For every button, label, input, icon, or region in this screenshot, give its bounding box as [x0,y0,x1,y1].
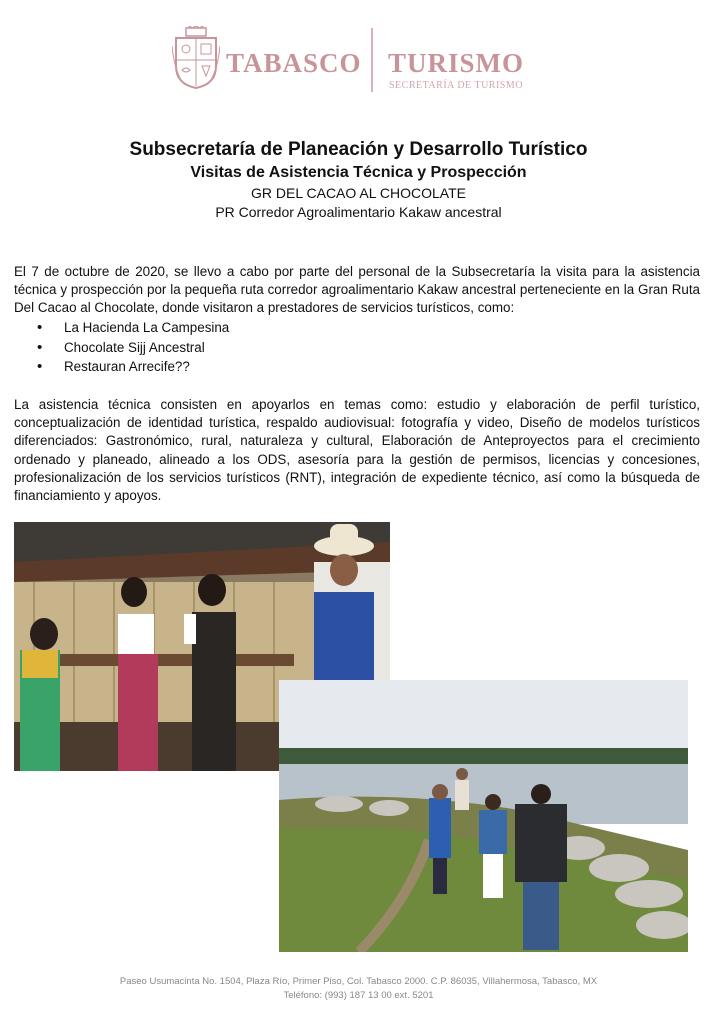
footer-phone: Teléfono: (993) 187 13 00 ext. 5201 [283,990,434,1001]
tabasco-turismo-logo [172,24,552,94]
intro-paragraph: El 7 de octubre de 2020, se llevo a cabo por parte del personal de la Subsecretaría la visita para la asistencia técnica y prospección por la pequeña ruta corredor agroalimentario Kakaw ancestral perteneciente en la Gran Ruta Del Cacao al Chocolate, donde visitaron a prestadores de servicios turísticos, como: [14,264,700,316]
technical-assistance-paragraph: La asistencia técnica consisten en apoyarlos en temas como: estudio y elaboración de perfil turístico, conceptualización de identidad turística, respaldo audiovisual: fotografía y video, Diseño de modelos turísticos diferenciados: Gastronómico, rural, naturaleza y cultural, Elaboración de Anteproyectos para el crecimiento ordenado y planeado, alineado a los ODS, asesoría para la gestión de permisos, licencias y concesiones, profesionalización de los servicios turísticos (RNT), integración de expediente técnico, así como la búsqueda de financiamiento y apoyos. [14,397,700,504]
logo-turismo-text: TURISMO [388,48,525,78]
document-subtitle: Visitas de Asistencia Técnica y Prospección [190,164,527,181]
logo-tabasco-text: TABASCO [226,48,362,78]
list-item: • Chocolate Sijj Ancestral [14,338,229,358]
footer-address: Paseo Usumacinta No. 1504, Plaza Río, Primer Piso, Col. Tabasco 2000. C.P. 86035, Villahermosa, Tabasco, MX [119,976,598,987]
route-name: GR DEL CACAO AL CHOCOLATE [251,185,466,201]
page-footer [0,975,717,1003]
coat-of-arms-icon [172,26,220,90]
providers-list [14,318,229,377]
document-title: Subsecretaría de Planeación y Desarrollo Turístico [129,139,588,160]
document-headings [0,138,717,222]
list-item: • Restauran Arrecife?? [14,357,229,377]
logo-divider [371,28,373,92]
photo-shore-visit [279,680,688,952]
list-item: • La Hacienda La Campesina [14,318,229,338]
corridor-name: PR Corredor Agroalimentario Kakaw ancestral [215,204,502,220]
logo-subtitle: SECRETARÍA DE TURISMO [389,80,523,91]
